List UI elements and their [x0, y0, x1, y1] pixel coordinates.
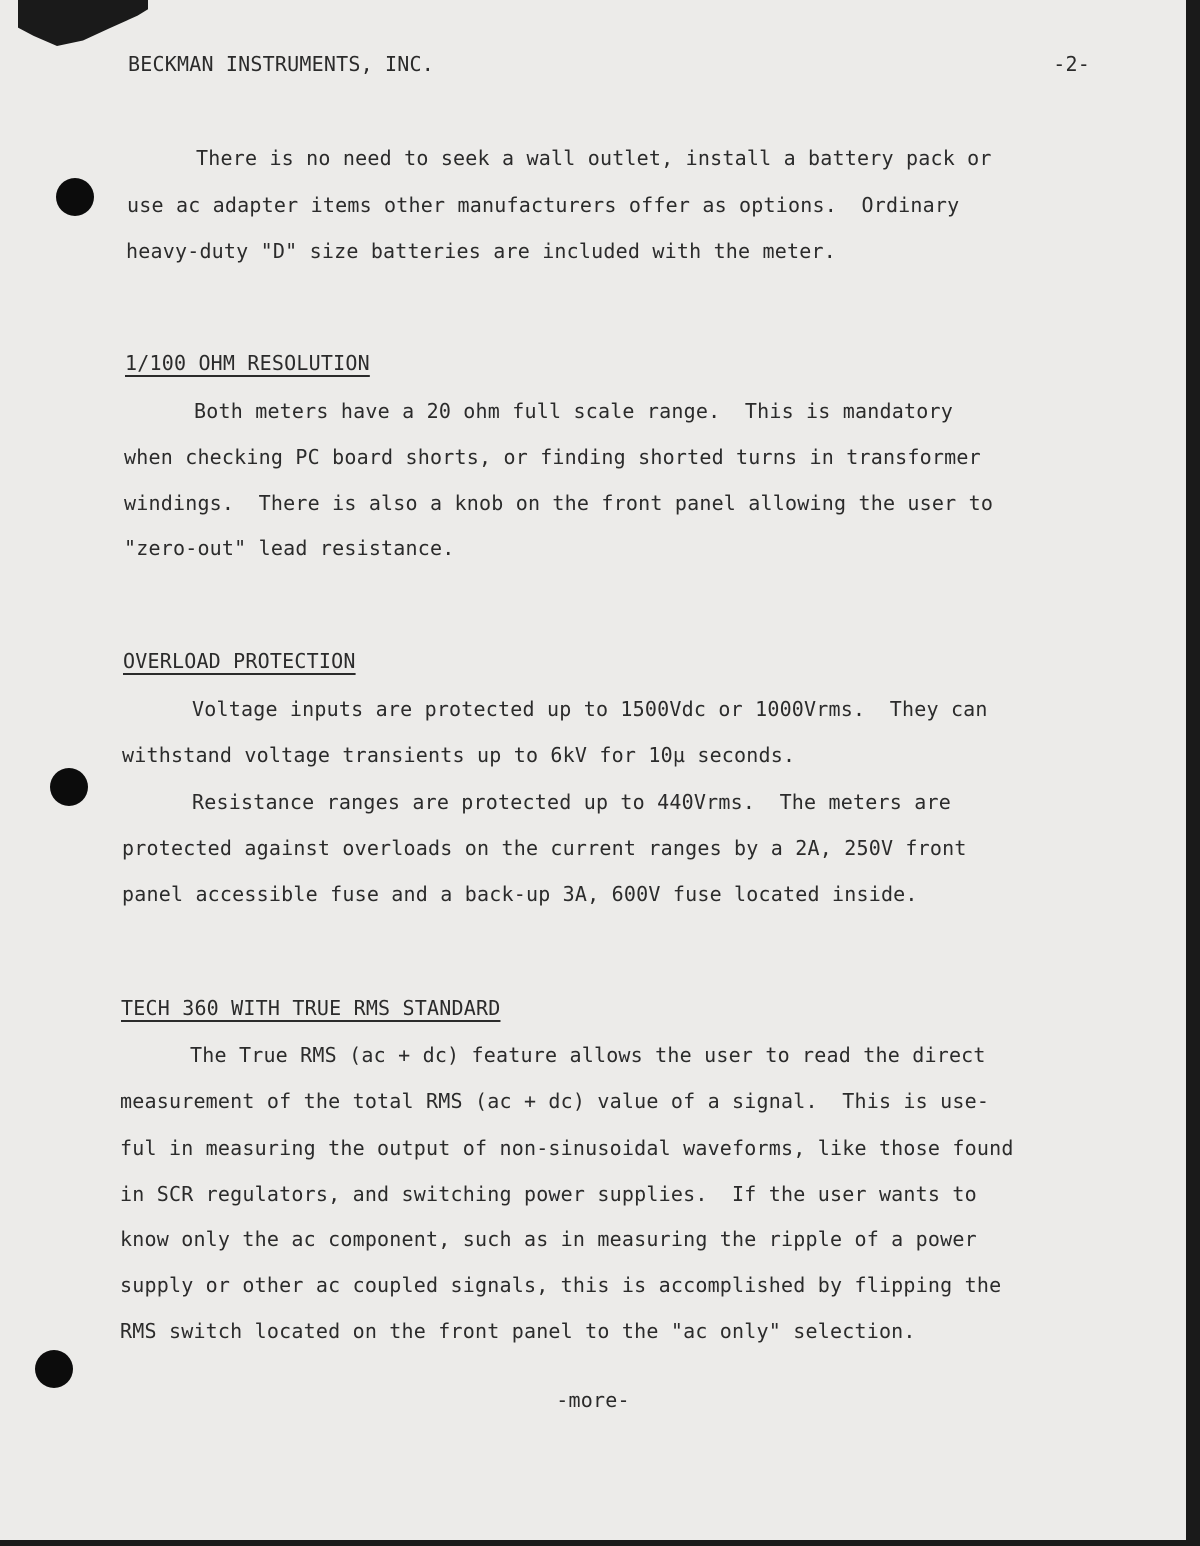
continuation-marker: -more- [556, 1388, 630, 1412]
scan-corner-shadow [18, 0, 148, 46]
section-heading-ohm-resolution: 1/100 OHM RESOLUTION [125, 351, 370, 375]
intro-line-2: use ac adapter items other manufacturers offer as options. Ordinary [127, 193, 960, 217]
section-heading-overload-protection: OVERLOAD PROTECTION [123, 649, 356, 673]
overload-line-5: panel accessible fuse and a back-up 3A, 600V fuse located inside. [122, 882, 918, 906]
rms-line-5: know only the ac component, such as in measuring the ripple of a power [120, 1227, 977, 1251]
rms-line-4: in SCR regulators, and switching power supplies. If the user wants to [120, 1182, 977, 1206]
page-number: -2- [1053, 52, 1090, 76]
overload-line-1: Voltage inputs are protected up to 1500Vdc or 1000Vrms. They can [192, 697, 988, 721]
rms-line-6: supply or other ac coupled signals, this is accomplished by flipping the [120, 1273, 1002, 1297]
rms-line-1: The True RMS (ac + dc) feature allows the user to read the direct [190, 1043, 986, 1067]
page-header [128, 52, 1090, 76]
ohm-line-2: when checking PC board shorts, or finding shorted turns in transformer [124, 445, 981, 469]
rms-line-2: measurement of the total RMS (ac + dc) value of a signal. This is use- [120, 1089, 990, 1113]
rms-line-7: RMS switch located on the front panel to the "ac only" selection. [120, 1319, 916, 1343]
overload-line-2: withstand voltage transients up to 6kV for 10µ seconds. [122, 743, 796, 767]
section-heading-true-rms: TECH 360 WITH TRUE RMS STANDARD [121, 996, 501, 1020]
company-name: BECKMAN INSTRUMENTS, INC. [128, 52, 435, 76]
overload-line-3: Resistance ranges are protected up to 440Vrms. The meters are [192, 790, 951, 814]
rms-line-3: ful in measuring the output of non-sinusoidal waveforms, like those found [120, 1136, 1014, 1160]
overload-line-4: protected against overloads on the current ranges by a 2A, 250V front [122, 836, 967, 860]
ohm-line-1: Both meters have a 20 ohm full scale range. This is mandatory [194, 399, 953, 423]
punch-hole-middle [50, 768, 88, 806]
punch-hole-top [56, 178, 94, 216]
intro-line-1: There is no need to seek a wall outlet, install a battery pack or [196, 146, 992, 170]
intro-line-3: heavy-duty "D" size batteries are included with the meter. [126, 239, 836, 263]
ohm-line-3: windings. There is also a knob on the front panel allowing the user to [124, 491, 994, 515]
punch-hole-bottom [35, 1350, 73, 1388]
ohm-line-4: "zero-out" lead resistance. [124, 536, 455, 560]
